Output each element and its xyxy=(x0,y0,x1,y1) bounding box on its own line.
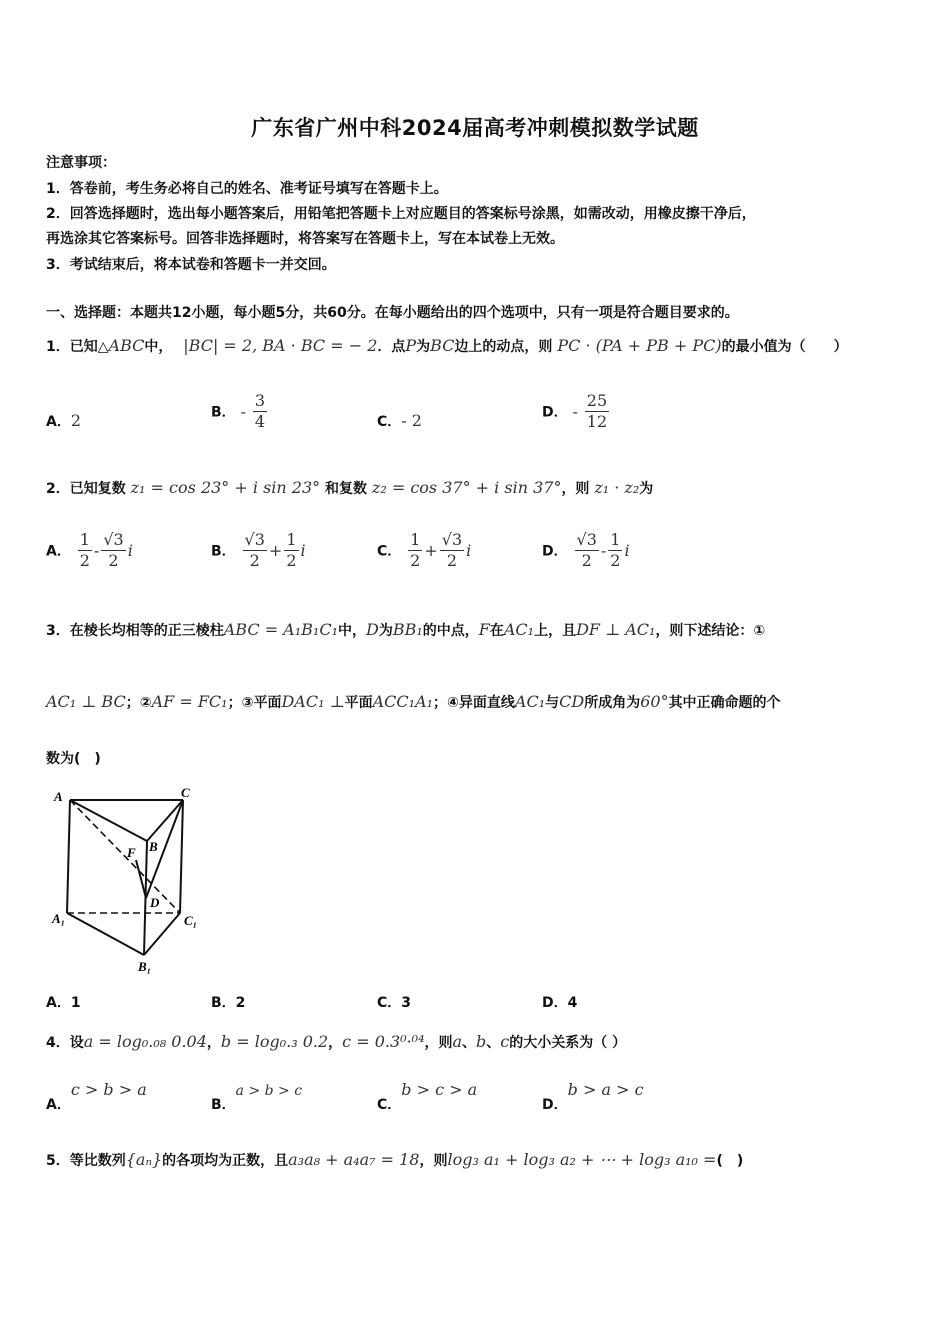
label-c1: C₁ xyxy=(184,913,198,928)
question-3-line-3: 数为( ) xyxy=(46,751,101,767)
q2-z2: z₂ = cos 37° + i sin 37° xyxy=(371,478,562,497)
q1-option-d: D． - $\frac{25}{12}$ xyxy=(542,391,608,431)
q1-option-a: A．2 xyxy=(46,411,82,430)
question-4: 4．设a = log₀.₀₈ 0.04，b = log₀.₃ 0.2，c = 0.3⁰·⁰⁴，则a、b、c的大小关系为（ ） xyxy=(46,1032,627,1051)
label-f: F xyxy=(127,845,136,860)
prism-figure xyxy=(50,785,210,975)
q1-bc: BC xyxy=(430,336,455,355)
q1-rest: 边上的动点，则 xyxy=(454,339,553,355)
q4-option-d: D．b > a > c xyxy=(542,1080,644,1113)
q3-option-b: B．2 xyxy=(211,995,246,1011)
edge-b1c1 xyxy=(144,913,180,955)
note-item: 3．考试结束后，将本试卷和答题卡一并交回。 xyxy=(46,257,336,273)
q1-condition: |BC| = 2, BA · BC = − 2 xyxy=(183,336,378,355)
question-1 xyxy=(46,336,848,356)
label-c: C xyxy=(181,785,190,800)
question-2: 2．已知复数 z₁ = cos 23° + i sin 23° 和复数 z₂ = cos 37° + i sin 37°，则 z₁ · z₂为 xyxy=(46,478,654,497)
q1-option-b: B． - $\frac{3}{4}$ xyxy=(211,391,266,431)
q4-option-c: C．b > c > a xyxy=(377,1080,478,1113)
page-title: 广东省广州中科2024届高考冲刺模拟数学试题 xyxy=(251,116,699,140)
q4-option-a: A．c > b > a xyxy=(46,1080,147,1113)
label-a: A xyxy=(54,789,63,804)
q1-num: 1．已知△ xyxy=(46,339,109,355)
edge-df xyxy=(136,860,146,898)
q2-z1: z₁ = cos 23° + i sin 23° xyxy=(130,478,321,497)
q4-option-b: B．a > b > c xyxy=(211,1083,303,1113)
label-b1: B₁ xyxy=(138,959,152,974)
q2-option-a: A． $\frac{1}{2}$ - $\frac{√3}{2}$ i xyxy=(46,530,133,570)
notes-heading: 注意事项： xyxy=(46,155,116,171)
q1-option-c: C．- 2 xyxy=(377,411,422,430)
q1-abc: ABC xyxy=(108,336,145,355)
section-heading: 一、选择题：本题共12小题，每小题5分，共60分。在每小题给出的四个选项中，只有一项是符合题目要求的。 xyxy=(46,305,739,321)
q1-tail: 的最小值为（ ） xyxy=(721,339,848,355)
question-5: 5．等比数列{aₙ}的各项均为正数，且a₃a₈ + a₄a₇ = 18，则log₃ a₁ + log₃ a₂ + ⋯ + log₃ a₁₀ =( ) xyxy=(46,1150,744,1169)
q3-option-a: A．1 xyxy=(46,995,81,1011)
label-d: D xyxy=(150,895,160,910)
edge-aa1 xyxy=(67,800,70,913)
edge-cc1 xyxy=(180,800,183,913)
q1-on: 为 xyxy=(416,339,431,355)
q3-option-c: C．3 xyxy=(377,995,412,1011)
q2-option-c: C． $\frac{1}{2}$ + $\frac{√3}{2}$ i xyxy=(377,530,472,570)
q1-pvar: P xyxy=(405,336,417,355)
note-item: 再选涂其它答案标号。回答非选择题时，将答案写在答题卡上，写在本试卷上无效。 xyxy=(46,231,564,247)
question-3-line-2: AC₁ ⊥ BC；②AF = FC₁；③平面DAC₁ ⊥平面ACC₁A₁；④异面直线AC₁与CD所成角为60°其中正确命题的个 xyxy=(46,692,781,711)
note-item: 2．回答选择题时，选出每小题答案后，用铅笔把答题卡上对应题目的答案标号涂黑，如需改动，用橡皮擦干净后， xyxy=(46,206,756,222)
q3-option-d: D．4 xyxy=(542,995,578,1011)
q1-mid: 中， xyxy=(144,339,173,355)
note-item: 1．答卷前，考生务必将自己的姓名、准考证号填写在答题卡上。 xyxy=(46,181,448,197)
edge-bc xyxy=(147,800,183,841)
edge-a1b1 xyxy=(67,913,144,955)
q2-option-d: D． $\frac{√3}{2}$ - $\frac{1}{2}$ i xyxy=(542,530,630,570)
label-a1: A₁ xyxy=(52,911,66,926)
q1-p: ．点 xyxy=(377,339,406,355)
label-b: B xyxy=(149,839,158,854)
edge-ac1 xyxy=(70,800,180,913)
question-3-line-1: 3．在棱长均相等的正三棱柱ABC = A₁B₁C₁中，D为BB₁的中点，F在AC₁上，且DF ⊥ AC₁，则下述结论：① xyxy=(46,620,766,639)
q2-option-b: B． $\frac{√3}{2}$ + $\frac{1}{2}$ i xyxy=(211,530,306,570)
edge-ab xyxy=(70,800,147,841)
q2-product: z₁ · z₂ xyxy=(594,478,640,497)
q1-expression: PC · (PA + PB + PC) xyxy=(557,336,722,355)
